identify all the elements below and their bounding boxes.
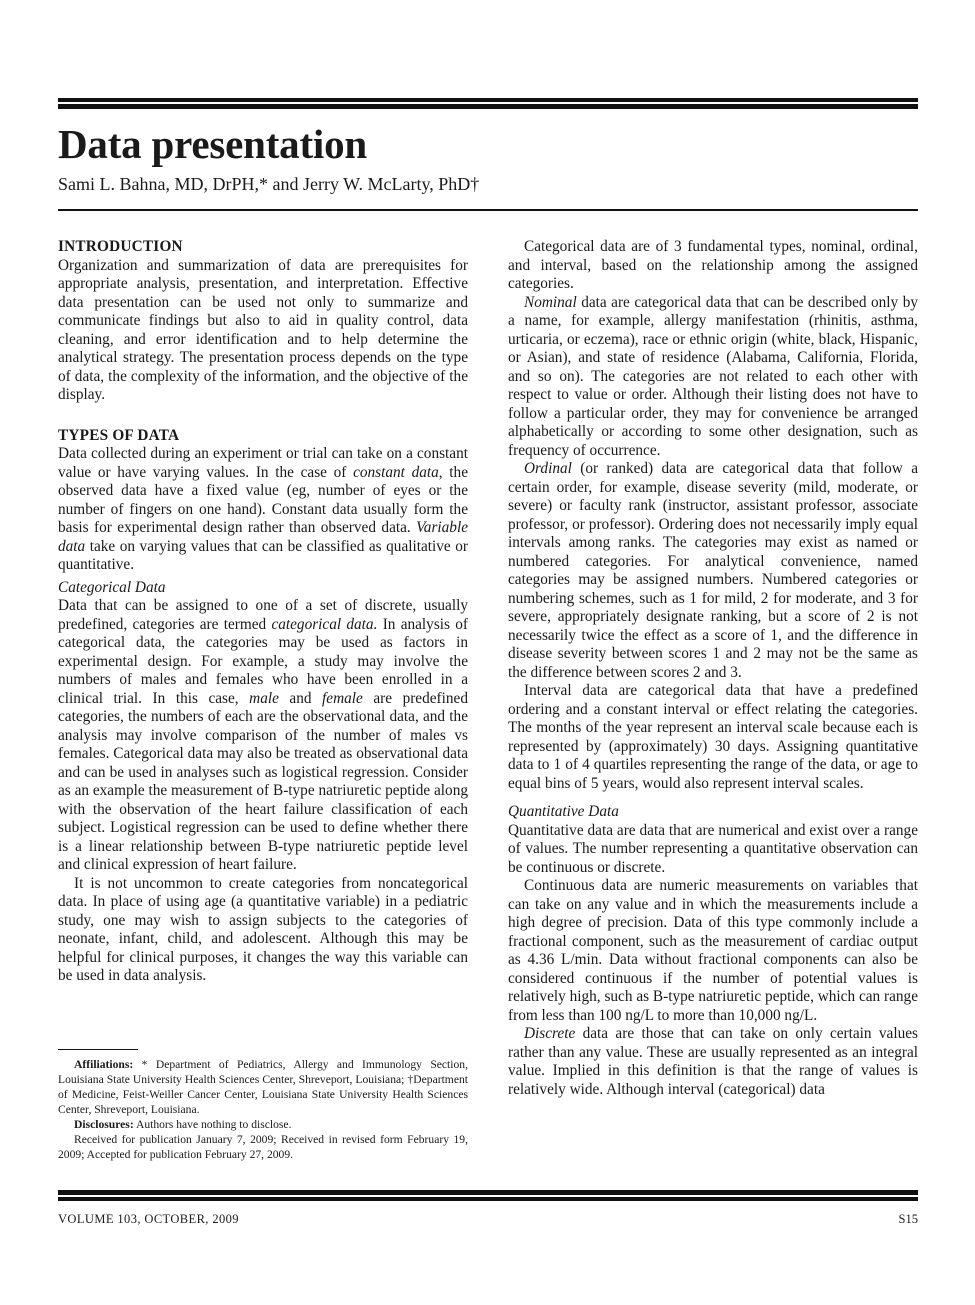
categorical-paragraph-1: Data that can be assigned to one of a set of discrete, usually predefined, categories are termed categorical data. In analysis of categorical data, the categories may be used as factors in experimental design. For example, a study may involve the numbers of males and females who have been enrolled in a clinical trial. In this case, male and female are predefined categories, the numbers of each are the observational data, and the analysis may involve comparison of the number of males vs females. Categorical data may also be treated as observational data and can be used in analyses such as logistical regression. Consider as an example the measurement of B-type natriuretic peptide along with the observation of the heart failure classification of each subject. Logistical regression can be used to define whether there is a linear relationship between B-type natriuretic peptide level and clinical expression of heart failure. bbox=[58, 597, 468, 873]
footnotes bbox=[58, 1057, 468, 1162]
categorical-types-paragraph: Categorical data are of 3 fundamental types, nominal, ordinal, and interval, based on the relationship among the assigned categories. bbox=[508, 238, 918, 292]
bottom-rule bbox=[58, 1197, 918, 1201]
affiliations-note: Affiliations: * Department of Pediatrics, Allergy and Immunology Section, Louisiana State University Health Sciences Center, Shreveport, Louisiana; †Department of Medicine, Feist-Weiller Cancer Center, Louisiana State University Health Sciences Center, Shreveport, Louisiana. bbox=[58, 1058, 468, 1116]
top-rule bbox=[58, 98, 918, 102]
continuous-paragraph: Continuous data are numeric measurements on variables that can take on any value and in which the measurements include a high degree of precision. Data of this type commonly include a fractional component, such as the measurement of cardiac output as 4.36 L/min. Data without fractional components can also be considered continuous if the number of potential values is relatively high, such as B-type natriuretic peptide, which can range from less than 100 ng/L to more than 10,000 ng/L. bbox=[508, 877, 918, 1024]
top-rule-bold bbox=[58, 104, 918, 109]
left-column bbox=[58, 238, 468, 986]
journal-volume: VOLUME 103, OCTOBER, 2009 bbox=[58, 1212, 239, 1226]
heading-introduction: INTRODUCTION bbox=[58, 238, 183, 255]
author-rule bbox=[58, 209, 918, 211]
article-authors: Sami L. Bahna, MD, DrPH,* and Jerry W. McLarty, PhD† bbox=[58, 174, 480, 194]
ordinal-paragraph: Ordinal (or ranked) data are categorical data that follow a certain order, for example, disease severity (mild, moderate, or severe) or faculty rank (instructor, assistant professor, associate professor, or professor). Ordering does not necessarily imply equal intervals among ranks. The categories may exist as named or numbered categories. For analytical convenience, named categories may be assigned numbers. Numbered categories or numbering schemes, such as 1 for mild, 2 for moderate, and 3 for severe, appropriately designate ranking, but a score of 2 is not necessarily twice the effect as a score of 1, and the difference in disease severity between scores 1 and 2 may not be the same as the difference between scores 2 and 3. bbox=[508, 460, 918, 681]
footnote-rule bbox=[58, 1049, 138, 1050]
page-number: S15 bbox=[898, 1212, 918, 1226]
intro-paragraph: Organization and summarization of data are prerequisites for appropriate analysis, presentation, and interpretation. Effective data presentation can be used not only to summarize and communicate findings but also to aid in quality control, data cleaning, and error identification and to help determine the analytical strategy. The presentation process depends on the type of data, the complexity of the information, and the objective of the display. bbox=[58, 256, 468, 403]
right-column bbox=[508, 238, 918, 1099]
article-title: Data presentation bbox=[58, 121, 368, 167]
received-note: Received for publication January 7, 2009; Received in revised form February 19, 2009; Accepted for publication February 27, 2009. bbox=[58, 1133, 468, 1161]
categorical-paragraph-2: It is not uncommon to create categories from noncategorical data. In place of using age (a quantitative variable) in a pediatric study, one may wish to assign subjects to the categories of neonate, infant, child, and adolescent. Although this may be helpful for clinical purposes, it changes the way this variable can be used in data analysis. bbox=[58, 874, 468, 984]
heading-categorical-data: Categorical Data bbox=[58, 578, 166, 596]
disclosures-note: Disclosures: Authors have nothing to disclose. bbox=[74, 1118, 292, 1131]
heading-types-of-data: TYPES OF DATA bbox=[58, 426, 180, 444]
types-paragraph: Data collected during an experiment or trial can take on a constant value or have varying values. In the case of constant data, the observed data have a fixed value (eg, number of eyes or the number of fingers on one hand). Constant data usually form the basis for experimental design rather than observed data. Variable data take on varying values that can be classified as qualitative or quantitative. bbox=[58, 445, 468, 573]
interval-paragraph: Interval data are categorical data that have a predefined ordering and a constant interval or effect relating the categories. The months of the year represent an interval scale because each is represented by (approximately) 30 days. Assigning quantitative data to 1 of 4 quartiles representing the range of the data, or age to equal bins of 5 years, would also represent interval scales. bbox=[508, 682, 918, 792]
heading-quantitative-data: Quantitative Data bbox=[508, 803, 619, 820]
quantitative-paragraph-1: Quantitative data are data that are numerical and exist over a range of values. The number representing a quantitative observation can be continuous or discrete. bbox=[508, 821, 918, 876]
nominal-paragraph: Nominal data are categorical data that can be described only by a name, for example, allergy manifestation (rhinitis, asthma, urticaria, or eczema), race or ethnic origin (white, black, Hispanic, or Asian), and state of residence (Alabama, California, Florida, and so on). The categories are not related to each other with respect to value or order. Although their listing does not have to follow a particular order, they may for convenience be arranged alphabetically or according to some other designation, such as frequency of occurrence. bbox=[508, 293, 918, 459]
discrete-paragraph: Discrete data are those that can take on only certain values rather than any value. These are usually represented as an integral value. Implied in this definition is that the range of values is relatively wide. Although interval (categorical) data bbox=[508, 1025, 918, 1098]
bottom-rule-bold bbox=[58, 1190, 918, 1195]
